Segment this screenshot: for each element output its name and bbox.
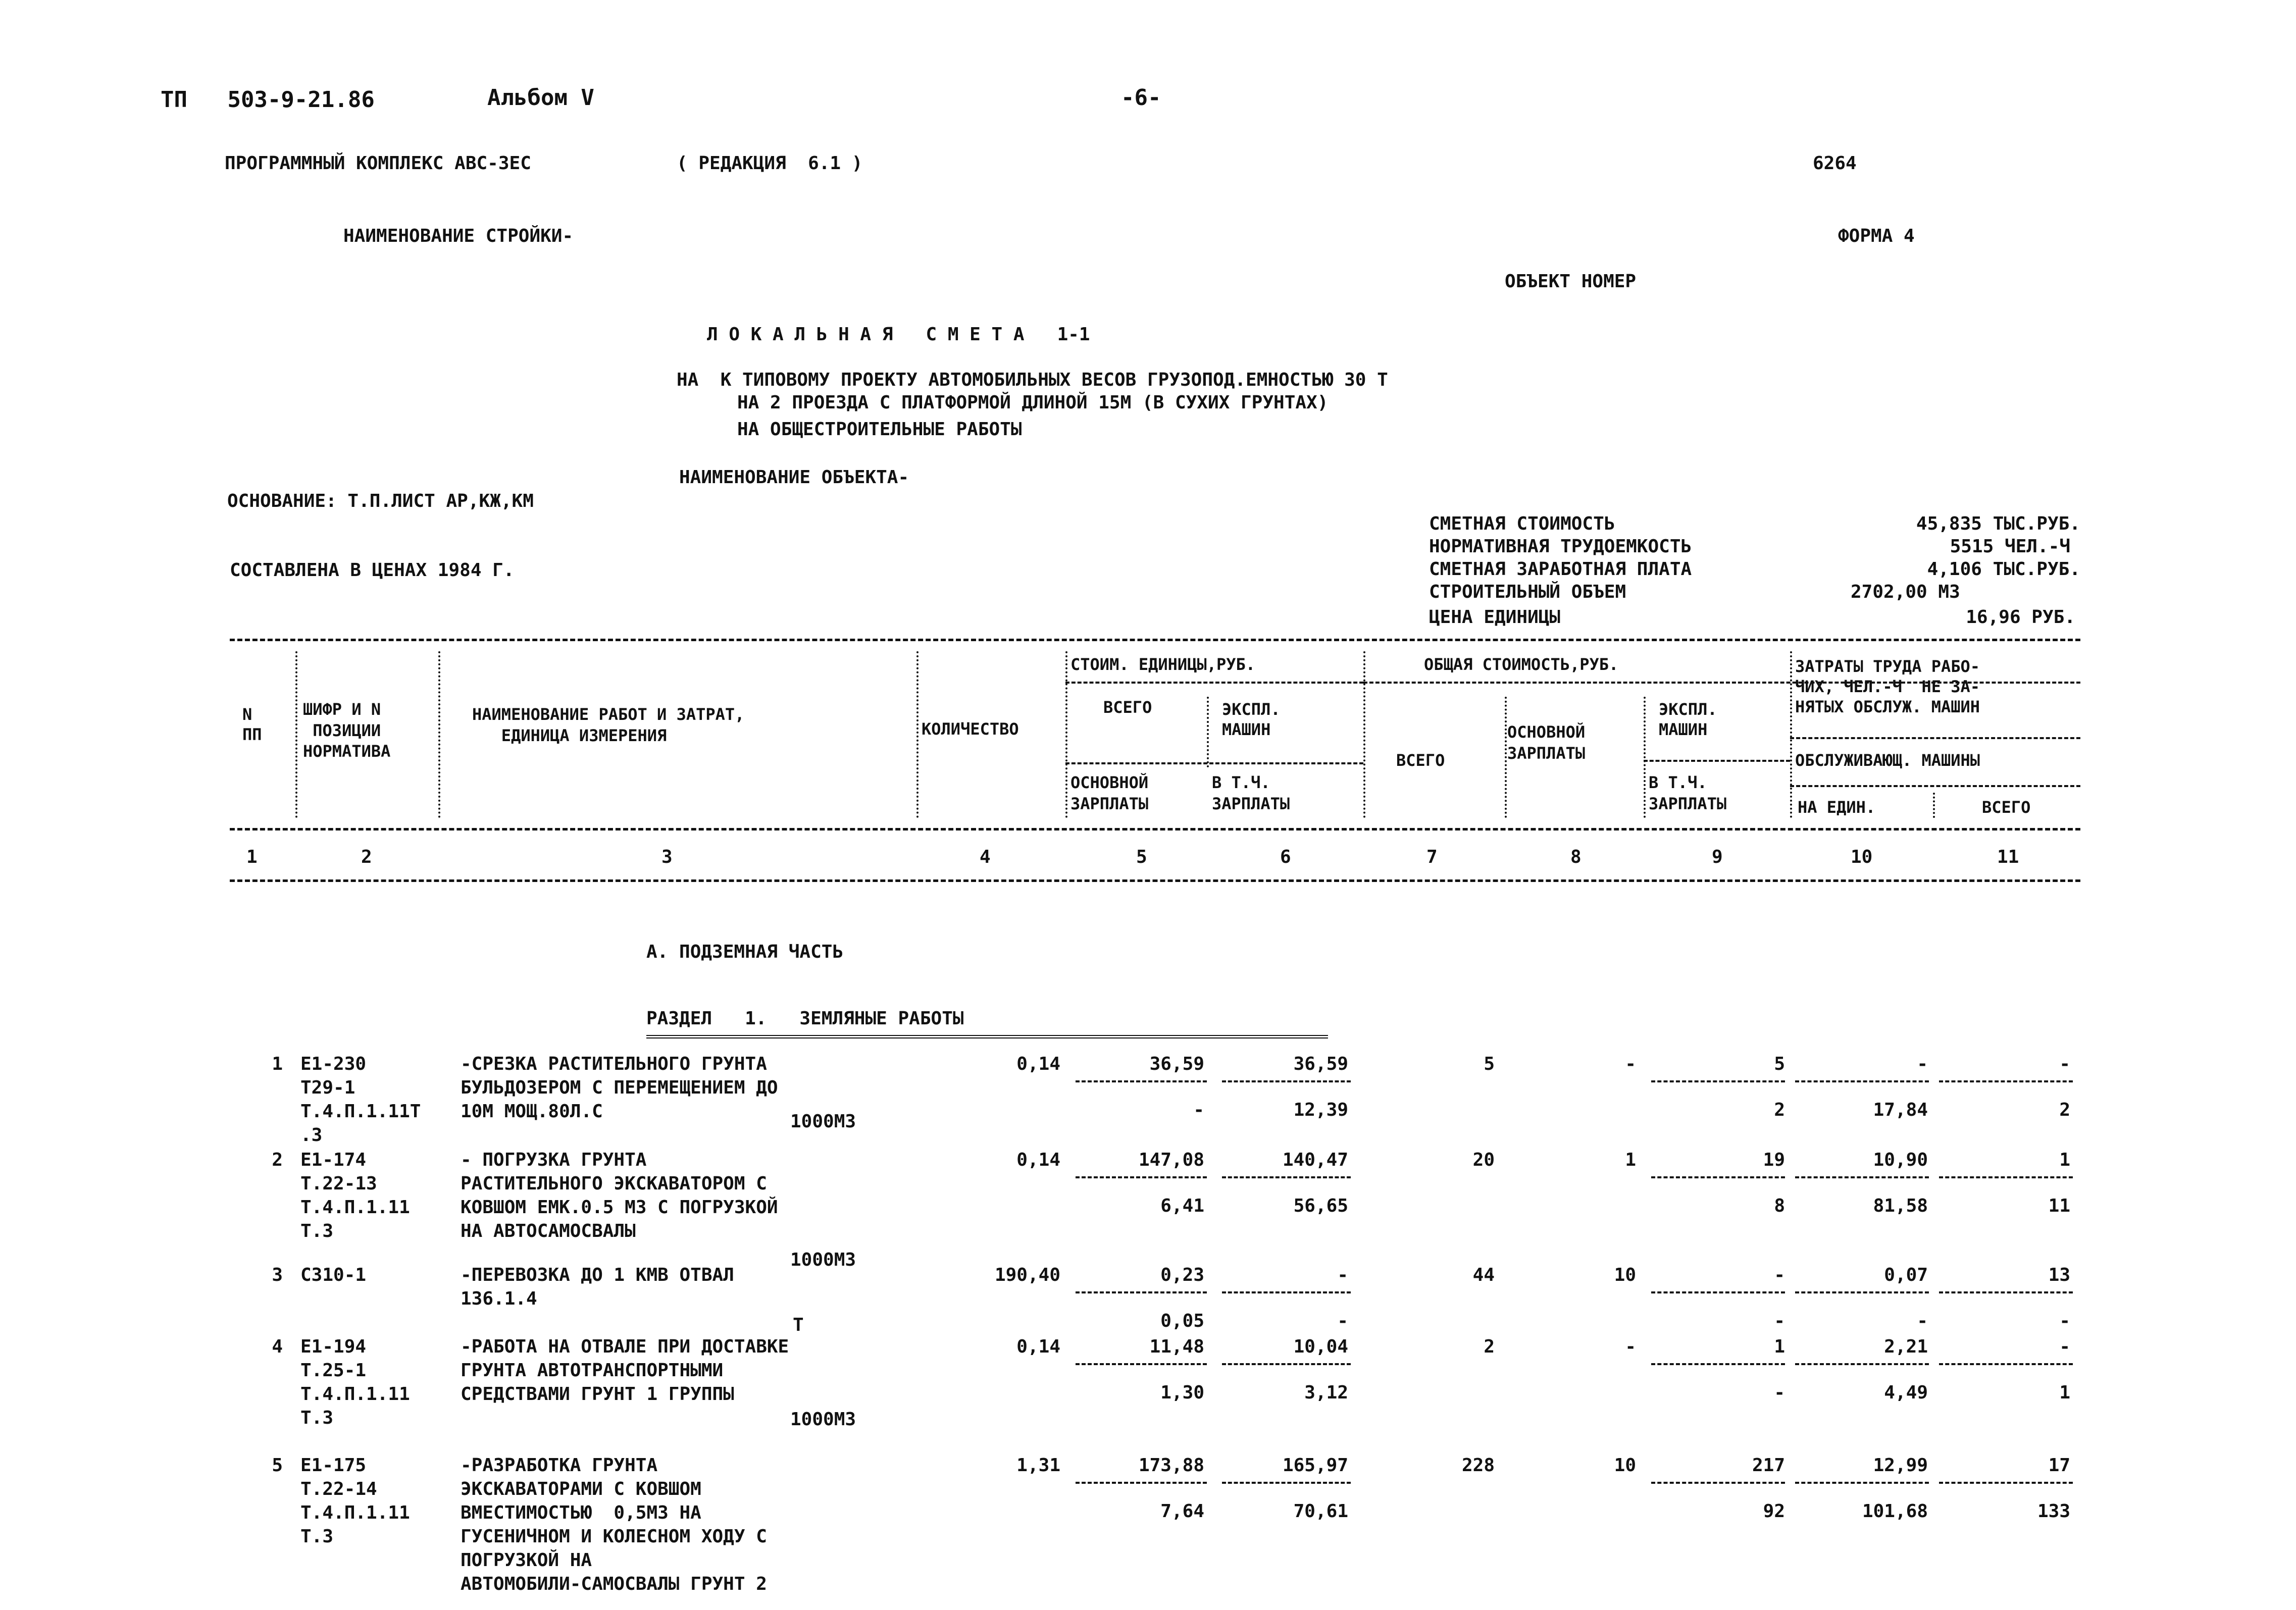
col-header-name: НАИМЕНОВАНИЕ РАБОТ И ЗАТРАТ, ЕДИНИЦА ИЗМЕРЕНИЯ bbox=[472, 705, 745, 745]
row-unit-wage: 0,05 bbox=[1160, 1311, 1204, 1331]
row-description: ЭКСКАВАТОРАМИ С КОВШОМ bbox=[461, 1479, 701, 1499]
row-quantity: 190,40 bbox=[994, 1265, 1060, 1285]
row-labor-unit: 0,07 bbox=[1884, 1265, 1928, 1285]
col-header-total-all: ВСЕГО bbox=[1396, 751, 1445, 770]
row-unit-wage: 7,64 bbox=[1160, 1501, 1204, 1522]
row-description: -РАЗРАБОТКА ГРУНТА bbox=[461, 1455, 658, 1476]
row-labor-machine-unit: 81,58 bbox=[1873, 1196, 1928, 1216]
col-sep bbox=[438, 651, 440, 818]
col-sep bbox=[916, 651, 919, 818]
row-description: - ПОГРУЗКА ГРУНТА bbox=[461, 1150, 647, 1170]
col-header-unit-mach: ЭКСПЛ. МАШИН bbox=[1222, 700, 1281, 739]
row-description: ВМЕСТИМОСТЬЮ 0,5М3 НА bbox=[461, 1502, 701, 1523]
col-number: 11 bbox=[1997, 847, 2019, 867]
title-line-2: НА 2 ПРОЕЗДА С ПЛАТФОРМОЙ ДЛИНОЙ 15М (В СУХИХ ГРУНТАХ) bbox=[737, 392, 1329, 413]
row-labor-total: - bbox=[2059, 1336, 2070, 1357]
row-labor-machine-unit: 4,49 bbox=[1884, 1382, 1928, 1403]
summary-label: СМЕТНАЯ ЗАРАБОТНАЯ ПЛАТА bbox=[1429, 559, 1692, 580]
summary-value: 4,106 ТЫС.РУБ. bbox=[1927, 559, 2080, 580]
row-unit-total: 0,23 bbox=[1160, 1265, 1204, 1285]
basis-label: ОСНОВАНИЕ: Т.П.ЛИСТ АР,КЖ,КМ bbox=[227, 491, 534, 511]
col-sep bbox=[1505, 697, 1507, 818]
row-labor-machine-total: - bbox=[2059, 1311, 2070, 1331]
row-unit-machines: 10,04 bbox=[1293, 1336, 1348, 1357]
row-total-wage: 10 bbox=[1614, 1455, 1636, 1476]
col-number: 9 bbox=[1712, 847, 1723, 867]
row-labor-machine-total: 133 bbox=[2037, 1501, 2070, 1522]
col-sep bbox=[1065, 651, 1067, 818]
row-total-wage: - bbox=[1625, 1054, 1636, 1074]
row-labor-total: - bbox=[2059, 1054, 2070, 1074]
cell-divider bbox=[1651, 1482, 1785, 1484]
col-number: 2 bbox=[361, 847, 372, 867]
cell-divider bbox=[1222, 1080, 1351, 1082]
row-code: Т.4.П.1.11 bbox=[300, 1502, 410, 1523]
col-sep bbox=[1363, 651, 1365, 818]
row-code: Т.3 bbox=[300, 1526, 334, 1547]
col-header-labor-unit: НА ЕДИН. bbox=[1798, 798, 1876, 817]
doc-code: ТП 503-9-21.86 bbox=[161, 87, 375, 113]
col-sep bbox=[1933, 793, 1935, 818]
col-header-total-cost: ОБЩАЯ СТОИМОСТЬ,РУБ. bbox=[1424, 655, 1619, 674]
software-edition: ( РЕДАКЦИЯ 6.1 ) bbox=[677, 153, 863, 174]
cell-divider bbox=[1651, 1176, 1785, 1178]
col-header-code: ШИФР И N ПОЗИЦИИ НОРМАТИВА bbox=[303, 700, 391, 761]
col-header-num: N ПП bbox=[242, 705, 262, 744]
row-code: Т29-1 bbox=[300, 1077, 355, 1098]
col-number: 8 bbox=[1570, 847, 1581, 867]
header-inner-rule bbox=[1065, 762, 1363, 764]
row-code: Т.4.П.1.11Т bbox=[300, 1101, 421, 1122]
col-sep bbox=[295, 651, 297, 818]
row-total-machines: 217 bbox=[1752, 1455, 1785, 1476]
row-unit-machine-wage: 56,65 bbox=[1293, 1196, 1348, 1216]
col-number: 3 bbox=[661, 847, 673, 867]
object-name-label: НАИМЕНОВАНИЕ ОБЪЕКТА- bbox=[679, 467, 909, 488]
title-line-3: НА ОБЩЕСТРОИТЕЛЬНЫЕ РАБОТЫ bbox=[737, 419, 1022, 440]
row-unit: 1000М3 bbox=[790, 1409, 856, 1430]
summary-label: СТРОИТЕЛЬНЫЙ ОБЪЕМ bbox=[1429, 582, 1626, 602]
row-unit: Т bbox=[793, 1315, 804, 1335]
page-number: -6- bbox=[1121, 85, 1161, 111]
cell-divider bbox=[1939, 1291, 2073, 1293]
form-label: ФОРМА 4 bbox=[1838, 226, 1915, 246]
section-heading: А. ПОДЗЕМНАЯ ЧАСТЬ bbox=[646, 942, 844, 962]
cell-divider bbox=[1939, 1080, 2073, 1082]
row-total-machines: 19 bbox=[1763, 1150, 1785, 1170]
summary-value: 16,96 РУБ. bbox=[1966, 607, 2075, 628]
row-unit-total: 11,48 bbox=[1149, 1336, 1204, 1357]
construction-label: НАИМЕНОВАНИЕ СТРОЙКИ- bbox=[343, 226, 574, 246]
col-header-total-wage: ОСНОВНОЙ ЗАРПЛАТЫ bbox=[1507, 722, 1586, 763]
row-total-machine-wage: 8 bbox=[1774, 1196, 1785, 1216]
summary-value: 45,835 ТЫС.РУБ. bbox=[1916, 513, 2080, 534]
row-total: 2 bbox=[1484, 1336, 1495, 1357]
col-number: 5 bbox=[1136, 847, 1147, 867]
row-unit: 1000М3 bbox=[790, 1111, 856, 1132]
row-total-wage: 10 bbox=[1614, 1265, 1636, 1285]
row-labor-machine-total: 2 bbox=[2059, 1100, 2070, 1120]
table-header-rule bbox=[230, 828, 2080, 830]
row-labor-machine-unit: 17,84 bbox=[1873, 1100, 1928, 1120]
col-header-labor: ЗАТРАТЫ ТРУДА РАБО- ЧИХ, ЧЕЛ.-Ч НЕ ЗА- НЯТЫХ ОБСЛУЖ. МАШИН bbox=[1795, 657, 1980, 716]
row-code: Е1-174 bbox=[300, 1150, 367, 1170]
row-total-machine-wage: - bbox=[1774, 1382, 1785, 1403]
estimate-title: Л О К А Л Ь Н А Я С М Е Т А 1-1 bbox=[707, 324, 1090, 345]
cell-divider bbox=[1076, 1363, 1207, 1365]
cell-divider bbox=[1222, 1482, 1351, 1484]
cell-divider bbox=[1222, 1363, 1351, 1365]
row-unit-machine-wage: - bbox=[1337, 1311, 1348, 1331]
col-header-total-mach: ЭКСПЛ. МАШИН bbox=[1659, 700, 1717, 739]
row-labor-machine-unit: - bbox=[1917, 1311, 1928, 1331]
col-number: 7 bbox=[1426, 847, 1438, 867]
col-header-unit-cost: СТОИМ. ЕДИНИЦЫ,РУБ. bbox=[1070, 655, 1256, 674]
cell-divider bbox=[1939, 1482, 2073, 1484]
cell-divider bbox=[1795, 1482, 1929, 1484]
row-code: Т.3 bbox=[300, 1408, 334, 1428]
row-description: НА АВТОСАМОСВАЛЫ bbox=[461, 1221, 636, 1241]
row-description: -РАБОТА НА ОТВАЛЕ ПРИ ДОСТАВКЕ bbox=[461, 1336, 789, 1357]
row-code: Е1-230 bbox=[300, 1054, 367, 1074]
row-total-machine-wage: 2 bbox=[1774, 1100, 1785, 1120]
cell-divider bbox=[1076, 1482, 1207, 1484]
row-unit-total: 36,59 bbox=[1149, 1054, 1204, 1074]
row-quantity: 0,14 bbox=[1016, 1054, 1060, 1074]
row-description: РАСТИТЕЛЬНОГО ЭКСКАВАТОРОМ С bbox=[461, 1173, 767, 1194]
prices-label: СОСТАВЛЕНА В ЦЕНАХ 1984 Г. bbox=[230, 560, 515, 581]
row-unit-wage: 6,41 bbox=[1160, 1196, 1204, 1216]
cell-divider bbox=[1651, 1291, 1785, 1293]
row-description: ПОГРУЗКОЙ НА bbox=[461, 1550, 592, 1571]
col-header-labor-mach: ОБСЛУЖИВАЮЩ. МАШИНЫ bbox=[1795, 751, 1980, 770]
header-inner-rule bbox=[1644, 760, 1790, 762]
cell-divider bbox=[1076, 1176, 1207, 1178]
row-unit-machine-wage: 70,61 bbox=[1293, 1501, 1348, 1522]
col-header-total-mach-incl: В Т.Ч. ЗАРПЛАТЫ bbox=[1649, 773, 1727, 813]
row-unit-machine-wage: 3,12 bbox=[1304, 1382, 1348, 1403]
header-inner-rule bbox=[1790, 737, 2080, 739]
cell-divider bbox=[1076, 1080, 1207, 1082]
col-number: 1 bbox=[246, 847, 258, 867]
col-header-labor-total: ВСЕГО bbox=[1982, 798, 2031, 817]
row-unit-total: 147,08 bbox=[1138, 1150, 1204, 1170]
col-number: 10 bbox=[1851, 847, 1873, 867]
cell-divider bbox=[1222, 1176, 1351, 1178]
row-number: 5 bbox=[272, 1455, 283, 1476]
row-description: ГРУНТА АВТОТРАНСПОРТНЫМИ bbox=[461, 1360, 724, 1381]
row-number: 1 bbox=[272, 1054, 283, 1074]
row-quantity: 1,31 bbox=[1016, 1455, 1060, 1476]
row-total-wage: 1 bbox=[1625, 1150, 1636, 1170]
cell-divider bbox=[1651, 1363, 1785, 1365]
cell-divider bbox=[1795, 1080, 1929, 1082]
row-number: 4 bbox=[272, 1336, 283, 1357]
row-labor-unit: - bbox=[1917, 1054, 1928, 1074]
row-unit-machine-wage: 12,39 bbox=[1293, 1100, 1348, 1120]
row-quantity: 0,14 bbox=[1016, 1336, 1060, 1357]
summary-value: 5515 ЧЕЛ.-Ч bbox=[1950, 536, 2070, 557]
col-header-unit-wage-incl: В Т.Ч. ЗАРПЛАТЫ bbox=[1212, 773, 1290, 813]
row-total-machines: 5 bbox=[1774, 1054, 1785, 1074]
row-labor-total: 13 bbox=[2048, 1265, 2070, 1285]
summary-label: НОРМАТИВНАЯ ТРУДОЕМКОСТЬ bbox=[1429, 536, 1692, 557]
table-numbers-rule bbox=[230, 879, 2080, 882]
row-description: БУЛЬДОЗЕРОМ С ПЕРЕМЕЩЕНИЕМ ДО bbox=[461, 1077, 778, 1098]
row-labor-machine-unit: 101,68 bbox=[1862, 1501, 1928, 1522]
row-labor-unit: 12,99 bbox=[1873, 1455, 1928, 1476]
row-total-machine-wage: 92 bbox=[1763, 1501, 1785, 1522]
cell-divider bbox=[1222, 1291, 1351, 1293]
row-unit: 1000М3 bbox=[790, 1250, 856, 1270]
cell-divider bbox=[1651, 1080, 1785, 1082]
subsection-rule bbox=[646, 1035, 1328, 1038]
software-name: ПРОГРАММНЫЙ КОМПЛЕКС АВС-3ЕС bbox=[225, 153, 531, 174]
row-labor-total: 17 bbox=[2048, 1455, 2070, 1476]
row-code: Т.22-13 bbox=[300, 1173, 377, 1194]
row-code: Т.3 bbox=[300, 1221, 334, 1241]
row-labor-machine-total: 11 bbox=[2048, 1196, 2070, 1216]
row-labor-unit: 2,21 bbox=[1884, 1336, 1928, 1357]
row-unit-wage: 1,30 bbox=[1160, 1382, 1204, 1403]
row-description: АВТОМОБИЛИ-САМОСВАЛЫ ГРУНТ 2 bbox=[461, 1574, 767, 1594]
col-header-unit-wage: ОСНОВНОЙ ЗАРПЛАТЫ bbox=[1070, 773, 1149, 813]
row-total: 228 bbox=[1461, 1455, 1495, 1476]
row-number: 2 bbox=[272, 1150, 283, 1170]
summary-label: СМЕТНАЯ СТОИМОСТЬ bbox=[1429, 513, 1615, 534]
row-description: -ПЕРЕВОЗКА ДО 1 КМВ ОТВАЛ bbox=[461, 1265, 734, 1285]
row-unit-total: 173,88 bbox=[1138, 1455, 1204, 1476]
row-total: 44 bbox=[1472, 1265, 1495, 1285]
cell-divider bbox=[1939, 1363, 2073, 1365]
col-sep bbox=[1790, 651, 1792, 818]
row-description: 136.1.4 bbox=[461, 1288, 537, 1309]
row-code: Т.4.П.1.11 bbox=[300, 1197, 410, 1218]
row-labor-total: 1 bbox=[2059, 1150, 2070, 1170]
summary-value: 2702,00 М3 bbox=[1851, 582, 1960, 602]
album-label: Альбом V bbox=[487, 85, 594, 111]
row-total-machine-wage: - bbox=[1774, 1311, 1785, 1331]
row-quantity: 0,14 bbox=[1016, 1150, 1060, 1170]
row-total-machines: - bbox=[1774, 1265, 1785, 1285]
row-labor-machine-total: 1 bbox=[2059, 1382, 2070, 1403]
code-right: 6264 bbox=[1813, 153, 1857, 174]
row-code: Т.25-1 bbox=[300, 1360, 367, 1381]
row-total: 20 bbox=[1472, 1150, 1495, 1170]
row-description: КОВШОМ ЕМК.0.5 М3 С ПОГРУЗКОЙ bbox=[461, 1197, 778, 1218]
col-number: 4 bbox=[980, 847, 991, 867]
cell-divider bbox=[1795, 1176, 1929, 1178]
row-code: Е1-194 bbox=[300, 1336, 367, 1357]
cell-divider bbox=[1795, 1291, 1929, 1293]
row-description: ГУСЕНИЧНОМ И КОЛЕСНОМ ХОДУ С bbox=[461, 1526, 767, 1547]
row-code: .3 bbox=[300, 1125, 323, 1146]
object-number-label: ОБЪЕКТ НОМЕР bbox=[1505, 271, 1637, 292]
cell-divider bbox=[1795, 1363, 1929, 1365]
table-top-rule bbox=[230, 639, 2080, 641]
row-labor-unit: 10,90 bbox=[1873, 1150, 1928, 1170]
row-description: 10М МОЩ.80Л.С bbox=[461, 1101, 603, 1122]
col-header-qty: КОЛИЧЕСТВО bbox=[922, 719, 1019, 739]
row-unit-wage: - bbox=[1193, 1100, 1204, 1120]
row-unit-machines: - bbox=[1337, 1265, 1348, 1285]
row-unit-machines: 36,59 bbox=[1293, 1054, 1348, 1074]
summary-label: ЦЕНА ЕДИНИЦЫ bbox=[1429, 607, 1561, 628]
title-line-1: НА К ТИПОВОМУ ПРОЕКТУ АВТОМОБИЛЬНЫХ ВЕСОВ ГРУЗОПОД.ЕМНОСТЬЮ 30 Т bbox=[677, 370, 1388, 390]
row-total-wage: - bbox=[1625, 1336, 1636, 1357]
row-description: -СРЕЗКА РАСТИТЕЛЬНОГО ГРУНТА bbox=[461, 1054, 767, 1074]
row-description: СРЕДСТВАМИ ГРУНТ 1 ГРУППЫ bbox=[461, 1384, 734, 1405]
row-code: Е1-175 bbox=[300, 1455, 367, 1476]
col-number: 6 bbox=[1280, 847, 1291, 867]
header-inner-rule bbox=[1790, 785, 2080, 787]
row-total-machines: 1 bbox=[1774, 1336, 1785, 1357]
row-unit-machines: 165,97 bbox=[1282, 1455, 1348, 1476]
row-total: 5 bbox=[1484, 1054, 1495, 1074]
header-inner-rule bbox=[1065, 682, 1363, 684]
col-sep bbox=[1207, 697, 1209, 767]
subsection-heading: РАЗДЕЛ 1. ЗЕМЛЯНЫЕ РАБОТЫ bbox=[646, 1008, 964, 1029]
col-sep bbox=[1644, 697, 1646, 818]
row-code: С310-1 bbox=[300, 1265, 367, 1285]
cell-divider bbox=[1076, 1291, 1207, 1293]
row-code: Т.22-14 bbox=[300, 1479, 377, 1499]
cell-divider bbox=[1939, 1176, 2073, 1178]
row-number: 3 bbox=[272, 1265, 283, 1285]
col-header-unit-total: ВСЕГО bbox=[1103, 698, 1152, 717]
row-code: Т.4.П.1.11 bbox=[300, 1384, 410, 1405]
row-unit-machines: 140,47 bbox=[1282, 1150, 1348, 1170]
